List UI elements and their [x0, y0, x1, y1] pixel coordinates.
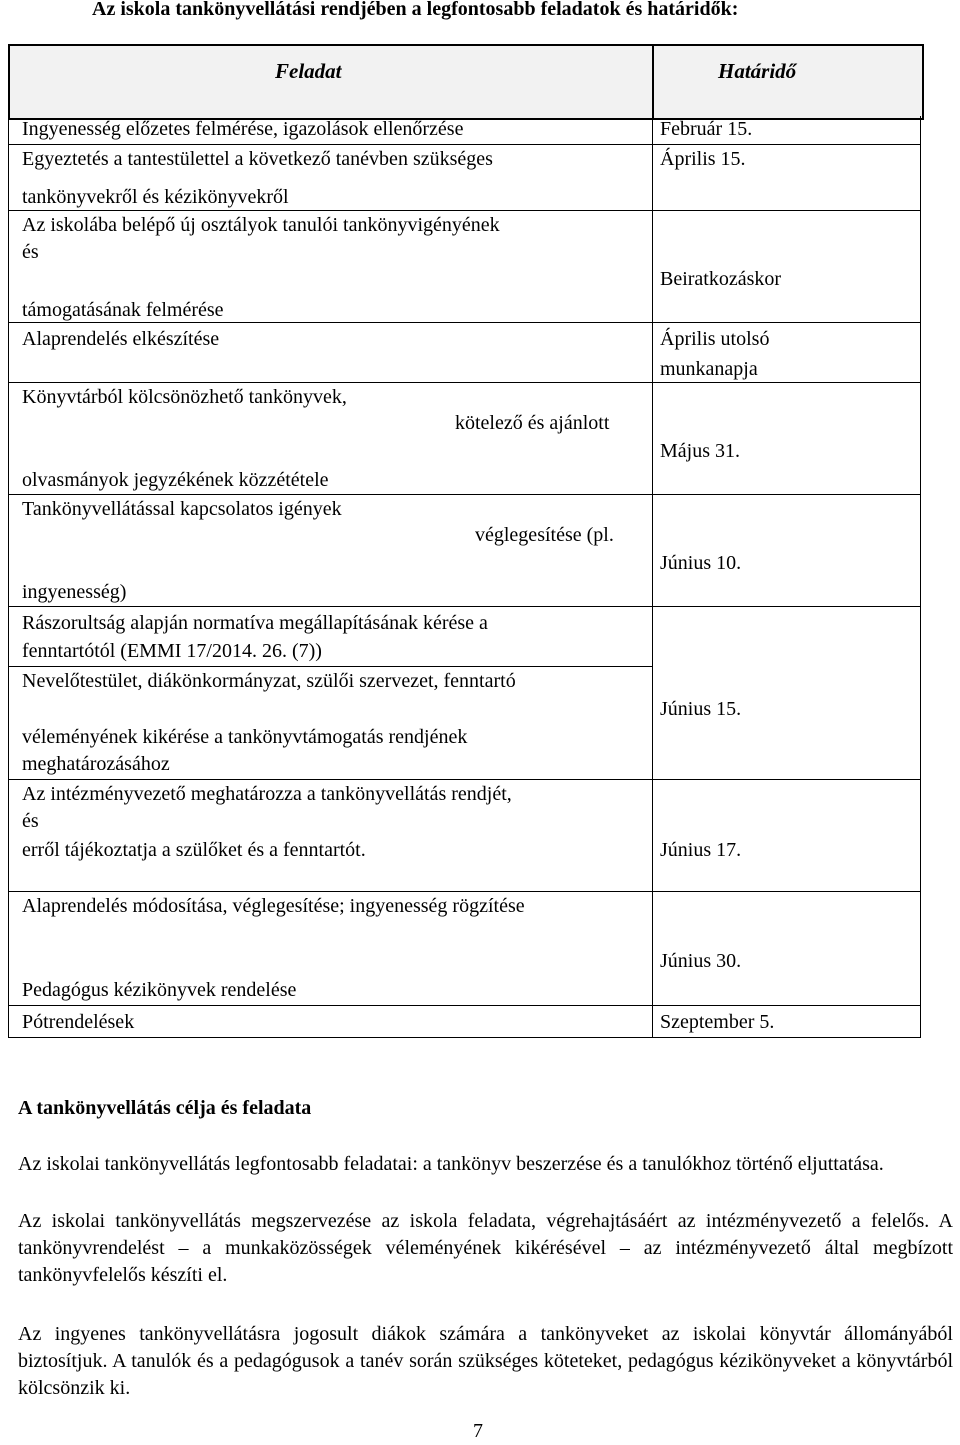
row-separator — [8, 144, 921, 145]
task-cell: és — [22, 810, 39, 832]
page-number: 7 — [473, 1420, 483, 1442]
deadline-cell: Május 31. — [660, 440, 740, 462]
paragraph: Az iskolai tankönyvellátás legfontosabb feladatai: a tankönyv beszerzése és a tanulókhoz történő eljuttatása. — [18, 1153, 884, 1175]
task-cell: támogatásának felmérése — [22, 299, 224, 321]
table-left-border — [8, 116, 9, 1038]
table-mid-border — [652, 116, 653, 1038]
header-divider — [652, 44, 654, 120]
task-cell: tankönyvekről és kézikönyvekről — [22, 186, 289, 208]
task-cell: Az intézményvezető meghatározza a tankönyvellátás rendjét, — [22, 783, 512, 805]
page-title: Az iskola tankönyvellátási rendjében a legfontosabb feladatok és határidők: — [92, 0, 739, 20]
task-cell: Ingyenesség előzetes felmérése, igazolások ellenőrzése — [22, 118, 464, 140]
row-separator — [8, 1005, 921, 1006]
row-separator — [8, 606, 921, 607]
task-cell: Egyeztetés a tantestülettel a következő tanévben szükséges — [22, 148, 493, 170]
task-cell: Tankönyvellátással kapcsolatos igények — [22, 498, 342, 520]
row-separator — [8, 666, 653, 667]
task-cell: Rászorultság alapján normatíva megállapításának kérése a — [22, 612, 488, 634]
task-cell: és — [22, 241, 39, 263]
task-cell: Pótrendelések — [22, 1011, 135, 1033]
task-cell: Alaprendelés elkészítése — [22, 328, 220, 350]
task-cell: fenntartótól (EMMI 17/2014. 26. (7)) — [22, 640, 322, 662]
task-cell: véglegesítése (pl. — [475, 524, 614, 546]
deadline-cell: Beiratkozáskor — [660, 268, 782, 290]
task-cell: meghatározásához — [22, 753, 170, 775]
task-cell: Alaprendelés módosítása, véglegesítése; ingyenesség rögzítése — [22, 895, 525, 917]
task-cell: kötelező és ajánlott — [455, 412, 610, 434]
row-separator — [8, 891, 921, 892]
row-separator — [8, 494, 921, 495]
task-cell: Könyvtárból kölcsönözhető tankönyvek, — [22, 386, 347, 408]
row-separator — [8, 779, 921, 780]
paragraph: Az iskolai tankönyvellátás megszervezése az iskola feladata, végrehajtásáért az intézményvezető a felelős. A tankönyvrendelést – a munkaközösségek véleményének kikérésével – az intézményvezető által megbízott tankönyvfelelős készíti el. — [18, 1210, 953, 1286]
task-cell: Az iskolába belépő új osztályok tanulói tankönyvigényének — [22, 214, 500, 236]
row-separator — [8, 382, 921, 383]
deadline-cell: Június 15. — [660, 698, 742, 720]
task-cell: olvasmányok jegyzékének közzététele — [22, 469, 329, 491]
section-heading: A tankönyvellátás célja és feladata — [18, 1097, 312, 1119]
header-task: Feladat — [275, 59, 342, 83]
task-cell: Pedagógus kézikönyvek rendelése — [22, 979, 297, 1001]
task-cell: ingyenesség) — [22, 581, 127, 603]
deadline-cell: Április utolsó — [660, 328, 770, 350]
deadline-cell: munkanapja — [660, 358, 758, 380]
deadline-cell: Június 17. — [660, 839, 742, 861]
deadline-cell: Február 15. — [660, 118, 753, 140]
deadline-cell: Június 10. — [660, 552, 742, 574]
table-bottom-border — [8, 1037, 921, 1038]
deadline-cell: Április 15. — [660, 148, 746, 170]
paragraph: Az ingyenes tankönyvellátásra jogosult diákok számára a tankönyveket az iskolai könyvtár állományából biztosítjuk. A tanulók és a pedagógusok a tanév során szükséges köteteket, pedagógus kézikönyveket a könyvtárból kölcsönzik ki. — [18, 1323, 953, 1399]
task-cell: véleményének kikérése a tankönyvtámogatás rendjének — [22, 726, 468, 748]
task-cell: erről tájékoztatja a szülőket és a fenntartót. — [22, 839, 366, 861]
table-right-border — [920, 116, 921, 1038]
deadline-cell: Szeptember 5. — [660, 1011, 775, 1033]
task-cell: Nevelőtestület, diákönkormányzat, szülői szervezet, fenntartó — [22, 670, 516, 692]
header-deadline: Határidő — [718, 59, 797, 83]
deadline-cell: Június 30. — [660, 950, 742, 972]
